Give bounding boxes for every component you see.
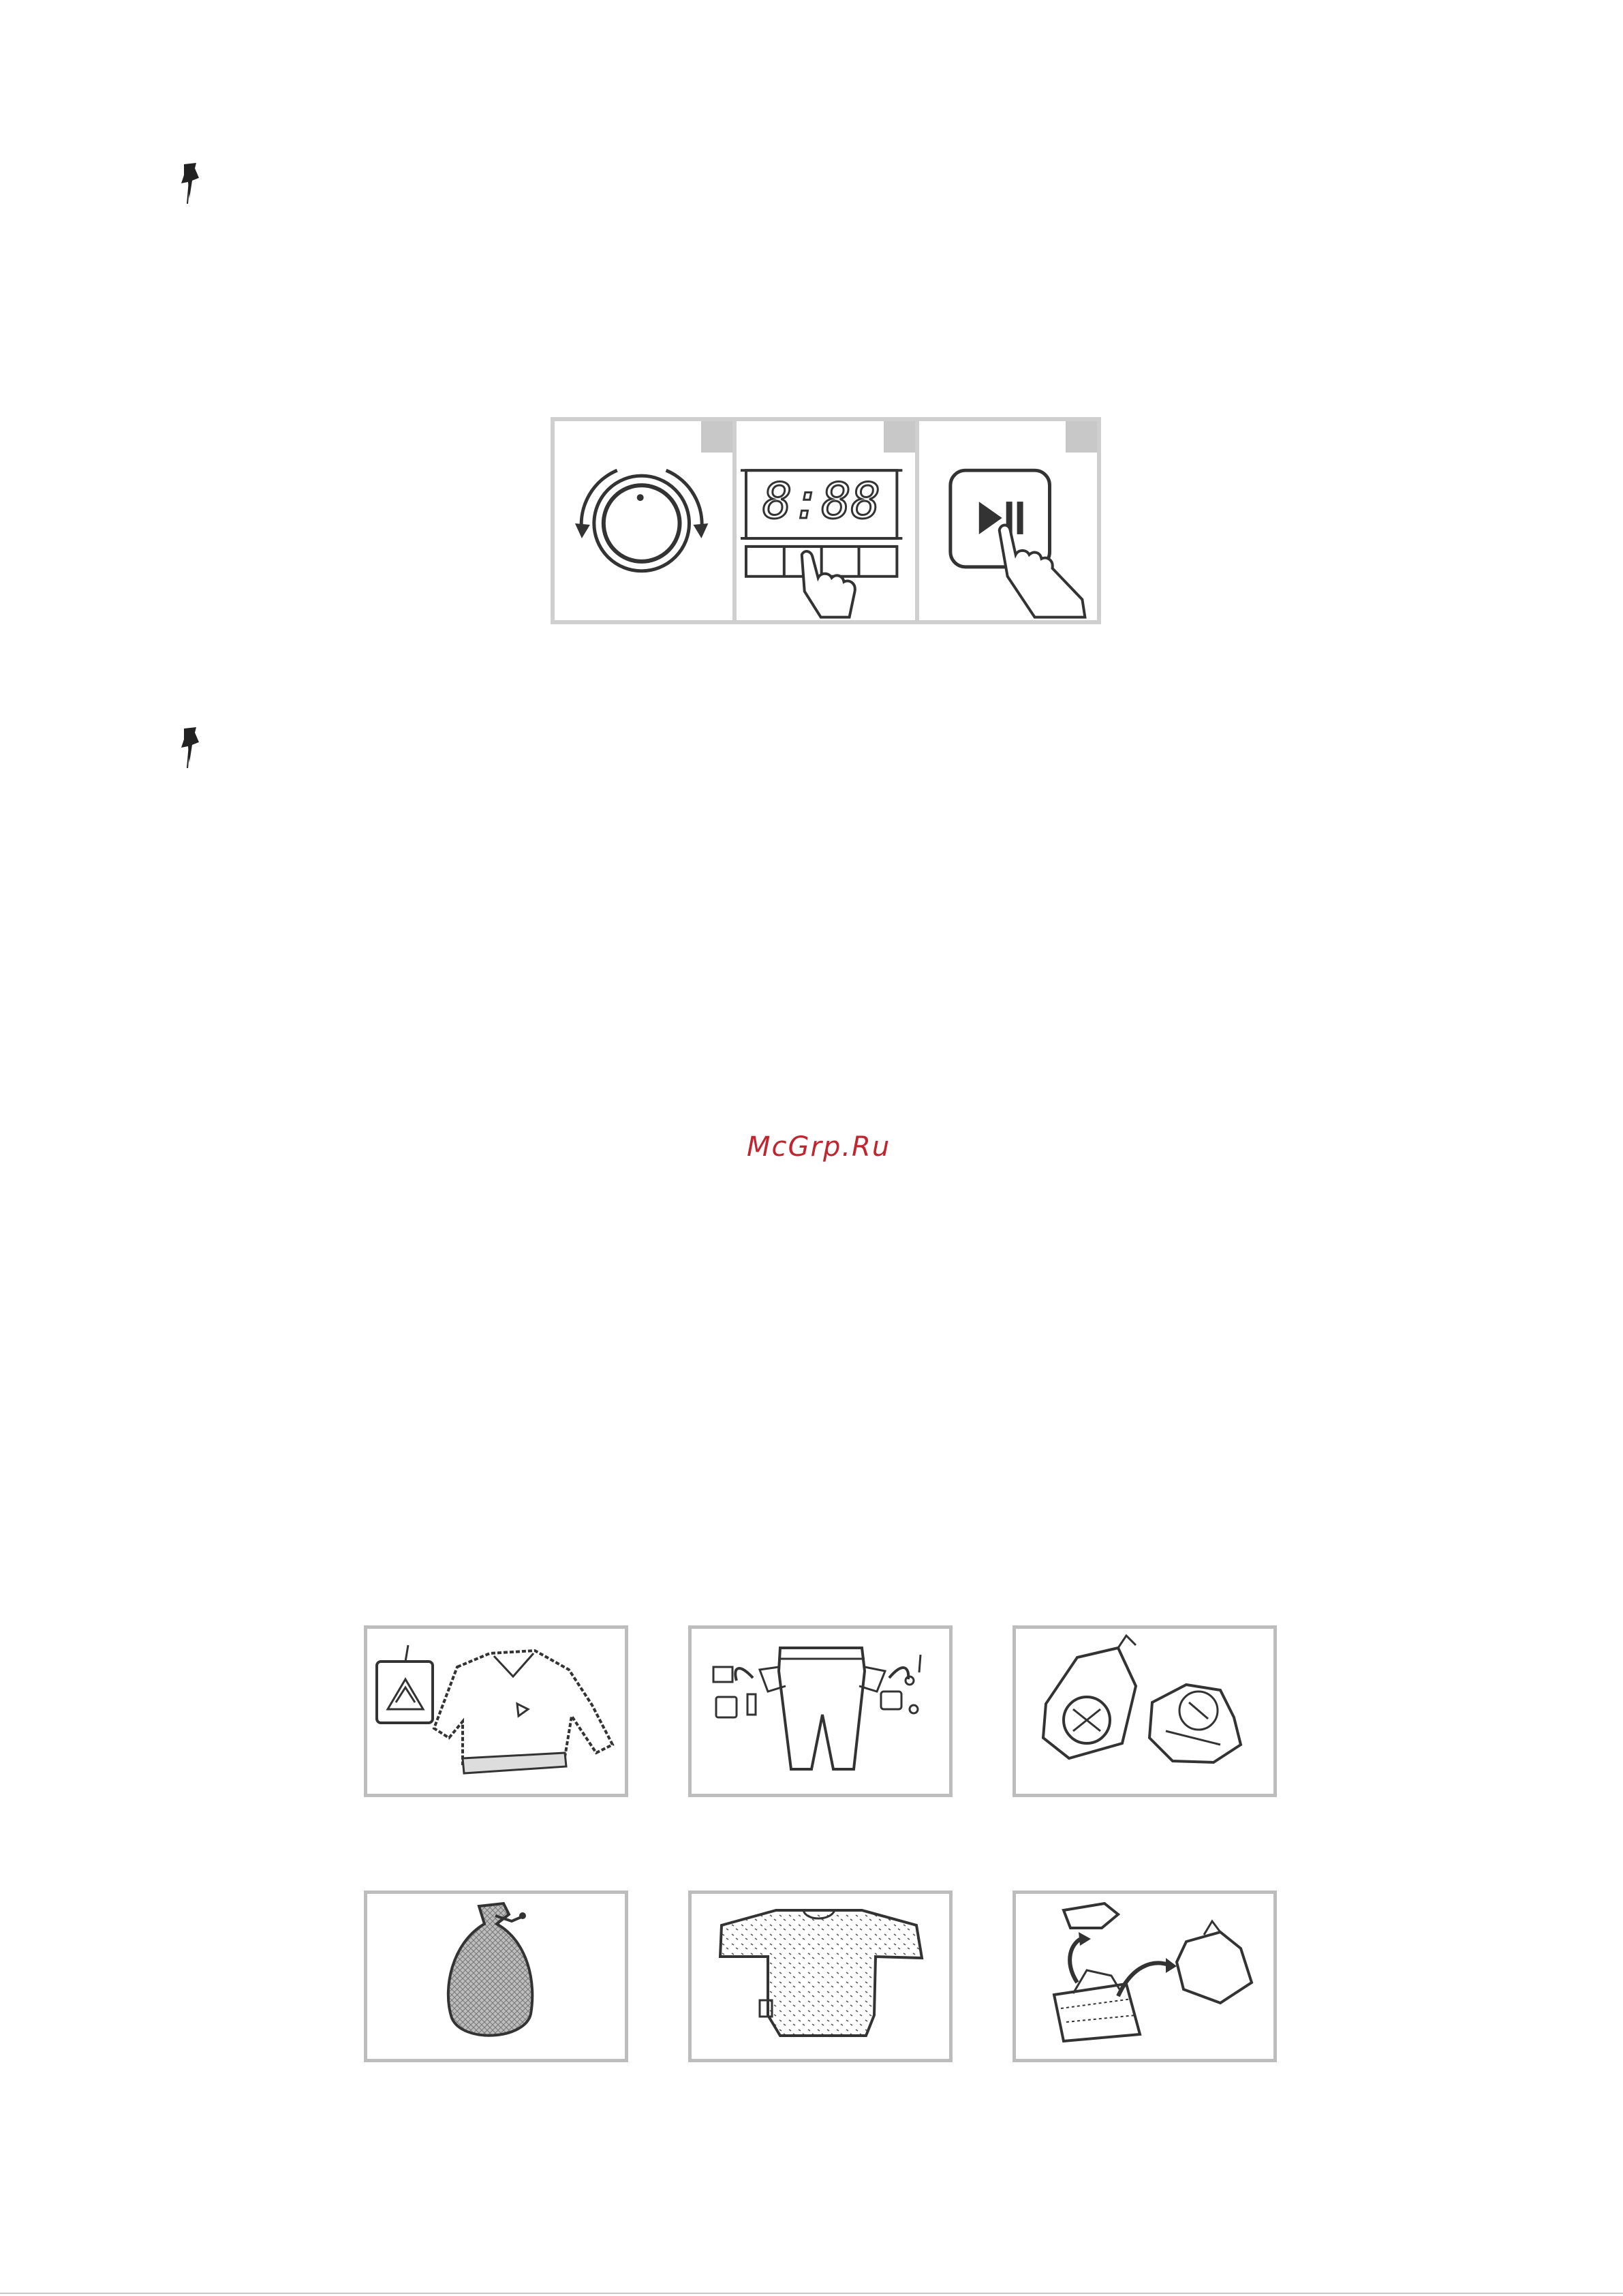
control-steps-figure <box>551 417 1101 624</box>
care-label-sweater-icon <box>367 1629 625 1794</box>
sort-laundry-icon <box>1016 1894 1273 2059</box>
page-bottom-rule <box>0 2293 1623 2294</box>
step-select-program <box>555 421 732 620</box>
empty-pockets-icon <box>692 1629 949 1794</box>
laundry-bag-icon <box>367 1894 625 2059</box>
tile-use-laundry-bag <box>364 1891 628 2062</box>
tile-check-care-label <box>364 1625 628 1797</box>
tile-fasten-zippers <box>1013 1625 1277 1797</box>
step-start-pause <box>915 421 1097 620</box>
watermark: McGrp.Ru <box>747 1131 891 1163</box>
tile-empty-pockets <box>688 1625 953 1797</box>
pushpin-icon <box>174 724 206 769</box>
step-corner-marker <box>1066 421 1097 453</box>
step-set-options <box>732 421 914 620</box>
step-corner-marker <box>701 421 732 453</box>
display-digits: 8:88 <box>762 472 881 530</box>
tile-sort-laundry <box>1013 1891 1277 2062</box>
pushpin-icon <box>174 160 206 205</box>
step-corner-marker <box>884 421 915 453</box>
inside-out-garment-icon <box>692 1894 949 2059</box>
fasten-zippers-icon <box>1016 1629 1273 1794</box>
tile-turn-inside-out <box>688 1891 953 2062</box>
